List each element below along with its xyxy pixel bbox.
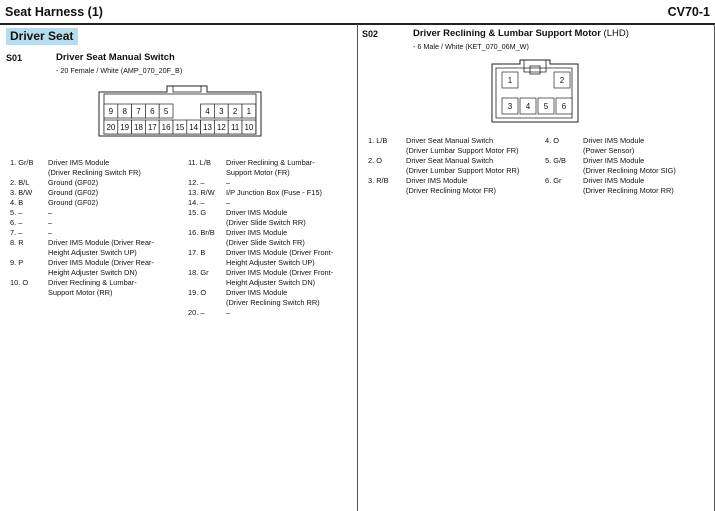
pin-row [10,178,186,188]
pin-row [368,156,544,176]
pin-number: 5. – [10,208,23,217]
pin-number: 18. Gr [188,268,209,277]
pin-description: – [226,178,231,187]
pin-row [10,228,186,238]
pin-number: 12. – [188,178,205,187]
s02-connector-id: S02 [362,29,379,39]
pin-number: 2. O [368,156,382,165]
pin-description: Ground (GF02) [48,188,99,197]
s02-pinlist-left [368,136,544,196]
pin-number: 14. – [188,198,205,207]
pin-number: 1. L/B [368,136,388,145]
s01-pinlist-right [188,158,356,318]
pin-description: – [226,198,231,207]
pin-label: 6 [561,102,567,111]
pin-label: 9 [108,107,114,116]
pin-label: 13 [203,123,212,132]
s01-pinlist-left [10,158,186,298]
pin-number: 6. – [10,218,23,227]
pin-number: 6. Gr [545,176,562,185]
pin-row [10,158,186,178]
pin-number: 10. O [10,278,29,287]
pin-description: Driver IMS Module (Power Sensor) [583,136,645,155]
pin-number: 3. R/B [368,176,389,185]
pin-row [368,136,544,156]
pin-label: 3 [219,107,224,116]
pin-row [10,188,186,198]
pin-description: Driver IMS Module (Driver Front- Height Adjuster Switch UP) [226,248,334,267]
page-code: CV70-1 [667,5,710,19]
pin-description: I/P Junction Box (Fuse - F15) [226,188,322,197]
pin-description: Driver IMS Module (Driver Reclining Motor FR) [406,176,496,195]
pin-description: – [48,228,53,237]
pin-number: 3. B/W [10,188,33,197]
pin-description: Driver IMS Module (Driver Reclining Motor SIG) [583,156,676,175]
section-badge: Driver Seat [6,28,78,45]
s02-title-text: Driver Reclining & Lumbar Support Motor [413,28,601,39]
pin-description: Driver Reclining & Lumbar- Support Motor (RR) [48,278,137,297]
pin-number: 11. L/B [188,158,211,167]
pin-row [188,308,356,318]
pin-label: 4 [205,107,210,116]
pin-row [545,176,713,196]
pin-label: 14 [189,123,199,132]
pin-row [188,188,356,198]
pin-row [545,136,713,156]
pin-label: 4 [525,102,531,111]
pin-description: – [48,208,53,217]
pin-number: 4. O [545,136,559,145]
s01-connector-subtitle: - 20 Female / White (AMP_070_20F_B) [56,66,183,75]
pin-number: 20. – [188,308,205,317]
s02-connector-diagram [490,58,580,124]
pin-row [10,198,186,208]
pin-number: 1. Gr/B [10,158,34,167]
pin-row [10,278,186,298]
pin-row [188,288,356,308]
s01-connector-id: S01 [6,53,23,63]
pin-number: 2. B/L [10,178,30,187]
s02-connector-title [413,28,629,39]
pin-row [545,156,713,176]
pin-description: Driver IMS Module (Driver Slide Switch RR) [226,208,306,227]
pin-row [10,208,186,218]
pin-label: 5 [163,107,169,116]
pin-row [188,248,356,268]
pin-label: 1 [507,76,513,85]
pin-row [10,238,186,258]
pin-row [188,198,356,208]
pin-label: 8 [122,107,127,116]
pin-description: Driver IMS Module (Driver Rear- Height Adjuster Switch UP) [48,238,154,257]
pin-number: 15. G [188,208,207,217]
pin-label: 19 [120,123,130,132]
pin-label: 10 [244,123,254,132]
pin-row [10,258,186,278]
pin-label: 1 [246,107,252,116]
pin-row [368,176,544,196]
s02-connector-subtitle: - 6 Male / White (KET_070_06M_W) [413,42,529,51]
pin-description: – [226,308,231,317]
pin-label: 18 [134,123,143,132]
s01-connector-title: Driver Seat Manual Switch [56,52,175,63]
pin-description: Ground (GF02) [48,178,99,187]
pin-label: 17 [147,123,157,132]
pin-description: Ground (GF02) [48,198,99,207]
pin-label: 7 [136,107,141,116]
pin-description: – [48,218,53,227]
pin-description: Driver IMS Module (Driver Reclining Switch RR) [226,288,320,307]
pin-label: 20 [106,123,116,132]
pin-number: 4. B [10,198,24,207]
pin-description: Driver IMS Module (Driver Reclining Switch FR) [48,158,141,177]
pin-description: Driver Seat Manual Switch (Driver Lumbar Support Motor RR) [406,156,520,175]
s02-title-suffix: (LHD) [603,28,629,39]
pin-description: Driver Reclining & Lumbar- Support Motor (FR) [226,158,315,177]
pin-label: 3 [507,102,513,111]
pin-number: 5. G/B [545,156,566,165]
pin-row [188,158,356,178]
pin-row [188,228,356,248]
pin-label: 2 [559,76,565,85]
pin-description: Driver IMS Module (Driver Slide Switch FR) [226,228,305,247]
pin-number: 9. P [10,258,24,267]
pin-label: 16 [161,123,171,132]
pin-number: 19. O [188,288,207,297]
pin-description: Driver IMS Module (Driver Front- Height Adjuster Switch DN) [226,268,334,287]
s01-connector-diagram [95,82,265,140]
pin-label: 12 [216,123,226,132]
pin-label: 11 [230,123,240,132]
page-header [0,0,715,24]
pin-number: 17. B [188,248,206,257]
pin-description: Driver IMS Module (Driver Rear- Height Adjuster Switch DN) [48,258,154,277]
pin-number: 7. – [10,228,23,237]
pin-row [188,268,356,288]
pin-label: 2 [232,107,238,116]
pin-row [188,208,356,228]
pin-label: 15 [175,123,185,132]
pin-label: 5 [543,102,549,111]
pin-number: 13. R/W [188,188,215,197]
column-divider [357,24,358,511]
page-title: Seat Harness (1) [5,5,103,19]
pin-label: 6 [150,107,155,116]
s02-pinlist-right [545,136,713,196]
pin-row [10,218,186,228]
pin-row [188,178,356,188]
pin-number: 16. Br/B [188,228,215,237]
pin-description: Driver Seat Manual Switch (Driver Lumbar Support Motor FR) [406,136,519,155]
pin-description: Driver IMS Module (Driver Reclining Motor RR) [583,176,674,195]
pin-number: 8. R [10,238,24,247]
